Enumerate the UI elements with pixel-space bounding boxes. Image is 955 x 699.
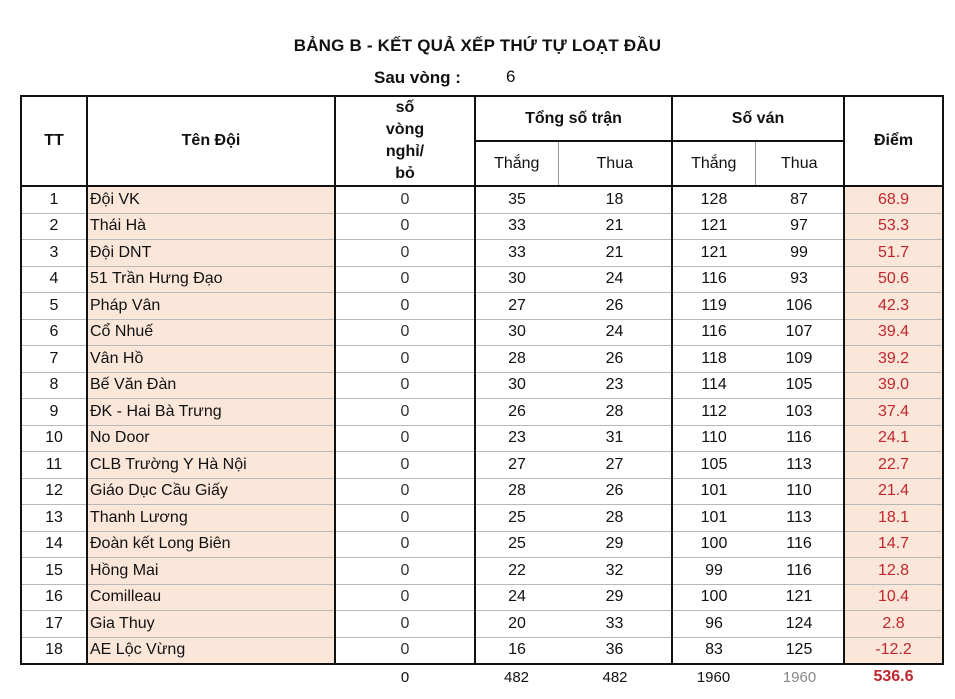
games-lost-cell: 93: [755, 266, 844, 293]
matches-lost-cell: 36: [558, 637, 672, 664]
points-cell: 37.4: [844, 399, 943, 426]
team-name-cell: Đoàn kết Long Biên: [87, 531, 335, 558]
games-won-cell: 121: [672, 240, 755, 267]
games-won-cell: 101: [672, 505, 755, 532]
skip-rounds-cell: 0: [335, 213, 475, 240]
matches-lost-cell: 28: [558, 399, 672, 426]
matches-won-cell: 30: [475, 372, 558, 399]
matches-won-cell: 35: [475, 186, 558, 213]
games-won-cell: 116: [672, 266, 755, 293]
header-matches-win: Thắng: [475, 141, 558, 186]
table-row: [21, 478, 943, 505]
header-games: Số ván: [672, 96, 844, 141]
skip-rounds-cell: 0: [335, 558, 475, 585]
header-matches: Tổng số trận: [475, 96, 672, 141]
games-won-cell: 112: [672, 399, 755, 426]
skip-rounds-cell: 0: [335, 531, 475, 558]
skip-rounds-cell: 0: [335, 186, 475, 213]
points-cell: 50.6: [844, 266, 943, 293]
team-name-cell: Đội DNT: [87, 240, 335, 267]
rank-cell: 2: [21, 213, 87, 240]
games-lost-cell: 116: [755, 558, 844, 585]
matches-won-cell: 20: [475, 611, 558, 638]
points-cell: 53.3: [844, 213, 943, 240]
matches-won-cell: 27: [475, 452, 558, 479]
total-games-win: 1960: [696, 668, 731, 686]
table-row: [21, 213, 943, 240]
matches-lost-cell: 32: [558, 558, 672, 585]
skip-rounds-cell: 0: [335, 452, 475, 479]
matches-lost-cell: 24: [558, 319, 672, 346]
games-won-cell: 119: [672, 293, 755, 320]
matches-lost-cell: 26: [558, 346, 672, 373]
matches-won-cell: 30: [475, 266, 558, 293]
table-row: [21, 505, 943, 532]
matches-won-cell: 25: [475, 531, 558, 558]
matches-won-cell: 26: [475, 399, 558, 426]
matches-won-cell: 24: [475, 584, 558, 611]
games-lost-cell: 105: [755, 372, 844, 399]
games-lost-cell: 116: [755, 425, 844, 452]
skip-rounds-cell: 0: [335, 266, 475, 293]
games-lost-cell: 113: [755, 452, 844, 479]
rank-cell: 11: [21, 452, 87, 479]
points-cell: -12.2: [844, 637, 943, 664]
team-name-cell: Giáo Dục Cầu Giấy: [87, 478, 335, 505]
page-title: BẢNG B - KẾT QUẢ XẾP THỨ TỰ LOẠT ĐẦU: [293, 36, 662, 55]
points-cell: 22.7: [844, 452, 943, 479]
matches-won-cell: 30: [475, 319, 558, 346]
matches-lost-cell: 31: [558, 425, 672, 452]
skip-rounds-cell: 0: [335, 584, 475, 611]
matches-won-cell: 22: [475, 558, 558, 585]
games-lost-cell: 87: [755, 186, 844, 213]
games-won-cell: 96: [672, 611, 755, 638]
table-row: [21, 266, 943, 293]
games-lost-cell: 116: [755, 531, 844, 558]
games-lost-cell: 125: [755, 637, 844, 664]
matches-lost-cell: 29: [558, 531, 672, 558]
skip-rounds-cell: 0: [335, 611, 475, 638]
rank-cell: 5: [21, 293, 87, 320]
matches-won-cell: 28: [475, 478, 558, 505]
rank-cell: 16: [21, 584, 87, 611]
games-won-cell: 121: [672, 213, 755, 240]
table-row: [21, 558, 943, 585]
table-row: [21, 452, 943, 479]
games-won-cell: 101: [672, 478, 755, 505]
rank-cell: 7: [21, 346, 87, 373]
header-tt: TT: [21, 96, 87, 186]
rank-cell: 10: [21, 425, 87, 452]
table-row: [21, 186, 943, 213]
points-cell: 12.8: [844, 558, 943, 585]
matches-lost-cell: 21: [558, 213, 672, 240]
points-cell: 24.1: [844, 425, 943, 452]
team-name-cell: 51 Trần Hưng Đạo: [87, 266, 335, 293]
matches-lost-cell: 33: [558, 611, 672, 638]
points-cell: 10.4: [844, 584, 943, 611]
games-lost-cell: 106: [755, 293, 844, 320]
skip-rounds-cell: 0: [335, 637, 475, 664]
total-matches-loss: 482: [602, 668, 628, 686]
rank-cell: 12: [21, 478, 87, 505]
games-won-cell: 100: [672, 584, 755, 611]
matches-won-cell: 23: [475, 425, 558, 452]
matches-lost-cell: 26: [558, 293, 672, 320]
games-lost-cell: 97: [755, 213, 844, 240]
matches-lost-cell: 27: [558, 452, 672, 479]
team-name-cell: AE Lộc Vừng: [87, 637, 335, 664]
skip-rounds-cell: 0: [335, 372, 475, 399]
header-games-loss: Thua: [755, 141, 844, 186]
matches-won-cell: 16: [475, 637, 558, 664]
matches-won-cell: 33: [475, 213, 558, 240]
rank-cell: 13: [21, 505, 87, 532]
team-name-cell: Pháp Vân: [87, 293, 335, 320]
points-cell: 42.3: [844, 293, 943, 320]
skip-rounds-cell: 0: [335, 425, 475, 452]
skip-rounds-cell: 0: [335, 505, 475, 532]
points-cell: 68.9: [844, 186, 943, 213]
table-row: [21, 425, 943, 452]
matches-lost-cell: 28: [558, 505, 672, 532]
matches-lost-cell: 29: [558, 584, 672, 611]
points-cell: 39.0: [844, 372, 943, 399]
matches-lost-cell: 21: [558, 240, 672, 267]
points-cell: 14.7: [844, 531, 943, 558]
standings-table: [20, 95, 944, 689]
games-lost-cell: 109: [755, 346, 844, 373]
team-name-cell: Comilleau: [87, 584, 335, 611]
total-games-loss: 1960: [782, 668, 817, 686]
points-cell: 51.7: [844, 240, 943, 267]
games-lost-cell: 124: [755, 611, 844, 638]
table-row: [21, 531, 943, 558]
team-name-cell: Gia Thuy: [87, 611, 335, 638]
matches-lost-cell: 24: [558, 266, 672, 293]
team-name-cell: Thanh Lương: [87, 505, 335, 532]
rank-cell: 15: [21, 558, 87, 585]
games-won-cell: 118: [672, 346, 755, 373]
rank-cell: 18: [21, 637, 87, 664]
matches-lost-cell: 26: [558, 478, 672, 505]
table-row: [21, 584, 943, 611]
games-won-cell: 114: [672, 372, 755, 399]
skip-rounds-cell: 0: [335, 346, 475, 373]
rank-cell: 4: [21, 266, 87, 293]
rank-cell: 8: [21, 372, 87, 399]
games-won-cell: 105: [672, 452, 755, 479]
skip-rounds-cell: 0: [335, 293, 475, 320]
games-won-cell: 99: [672, 558, 755, 585]
games-won-cell: 116: [672, 319, 755, 346]
rank-cell: 14: [21, 531, 87, 558]
matches-won-cell: 28: [475, 346, 558, 373]
team-name-cell: ĐK - Hai Bà Trưng: [87, 399, 335, 426]
team-name-cell: Đội VK: [87, 186, 335, 213]
games-lost-cell: 113: [755, 505, 844, 532]
skip-rounds-cell: 0: [335, 319, 475, 346]
games-won-cell: 110: [672, 425, 755, 452]
round-label: Sau vòng :: [374, 68, 461, 87]
games-lost-cell: 99: [755, 240, 844, 267]
matches-lost-cell: 23: [558, 372, 672, 399]
points-cell: 2.8: [844, 611, 943, 638]
rank-cell: 17: [21, 611, 87, 638]
team-name-cell: Hồng Mai: [87, 558, 335, 585]
points-cell: 18.1: [844, 505, 943, 532]
table-row: [21, 346, 943, 373]
rank-cell: 6: [21, 319, 87, 346]
team-name-cell: Cổ Nhuế: [87, 319, 335, 346]
table-row: [21, 611, 943, 638]
games-won-cell: 100: [672, 531, 755, 558]
header-matches-loss: Thua: [558, 141, 672, 186]
team-name-cell: Vân Hồ: [87, 346, 335, 373]
header-points: Điểm: [844, 96, 943, 186]
table-row: [21, 240, 943, 267]
matches-lost-cell: 18: [558, 186, 672, 213]
games-won-cell: 128: [672, 186, 755, 213]
team-name-cell: No Door: [87, 425, 335, 452]
skip-rounds-cell: 0: [335, 399, 475, 426]
rank-cell: 1: [21, 186, 87, 213]
matches-won-cell: 33: [475, 240, 558, 267]
points-cell: 39.4: [844, 319, 943, 346]
total-matches-win: 482: [503, 668, 530, 686]
skip-rounds-cell: 0: [335, 478, 475, 505]
table-row: [21, 399, 943, 426]
points-cell: 39.2: [844, 346, 943, 373]
total-skip: 0: [400, 668, 410, 686]
games-lost-cell: 103: [755, 399, 844, 426]
team-name-cell: Bế Văn Đàn: [87, 372, 335, 399]
points-cell: 21.4: [844, 478, 943, 505]
rank-cell: 3: [21, 240, 87, 267]
games-won-cell: 83: [672, 637, 755, 664]
skip-rounds-cell: 0: [335, 240, 475, 267]
header-team: Tên Đội: [87, 96, 335, 186]
team-name-cell: Thái Hà: [87, 213, 335, 240]
rank-cell: 9: [21, 399, 87, 426]
matches-won-cell: 25: [475, 505, 558, 532]
team-name-cell: CLB Trường Y Hà Nội: [87, 452, 335, 479]
table-row: [21, 372, 943, 399]
total-points: 536.6: [873, 668, 914, 685]
header-games-win: Thắng: [672, 141, 755, 186]
round-value: 6: [506, 67, 516, 86]
games-lost-cell: 107: [755, 319, 844, 346]
matches-won-cell: 27: [475, 293, 558, 320]
table-row: [21, 293, 943, 320]
header-skip: số vòng nghỉ/ bỏ: [335, 96, 475, 186]
table-row: [21, 319, 943, 346]
games-lost-cell: 121: [755, 584, 844, 611]
games-lost-cell: 110: [755, 478, 844, 505]
table-row: [21, 637, 943, 664]
